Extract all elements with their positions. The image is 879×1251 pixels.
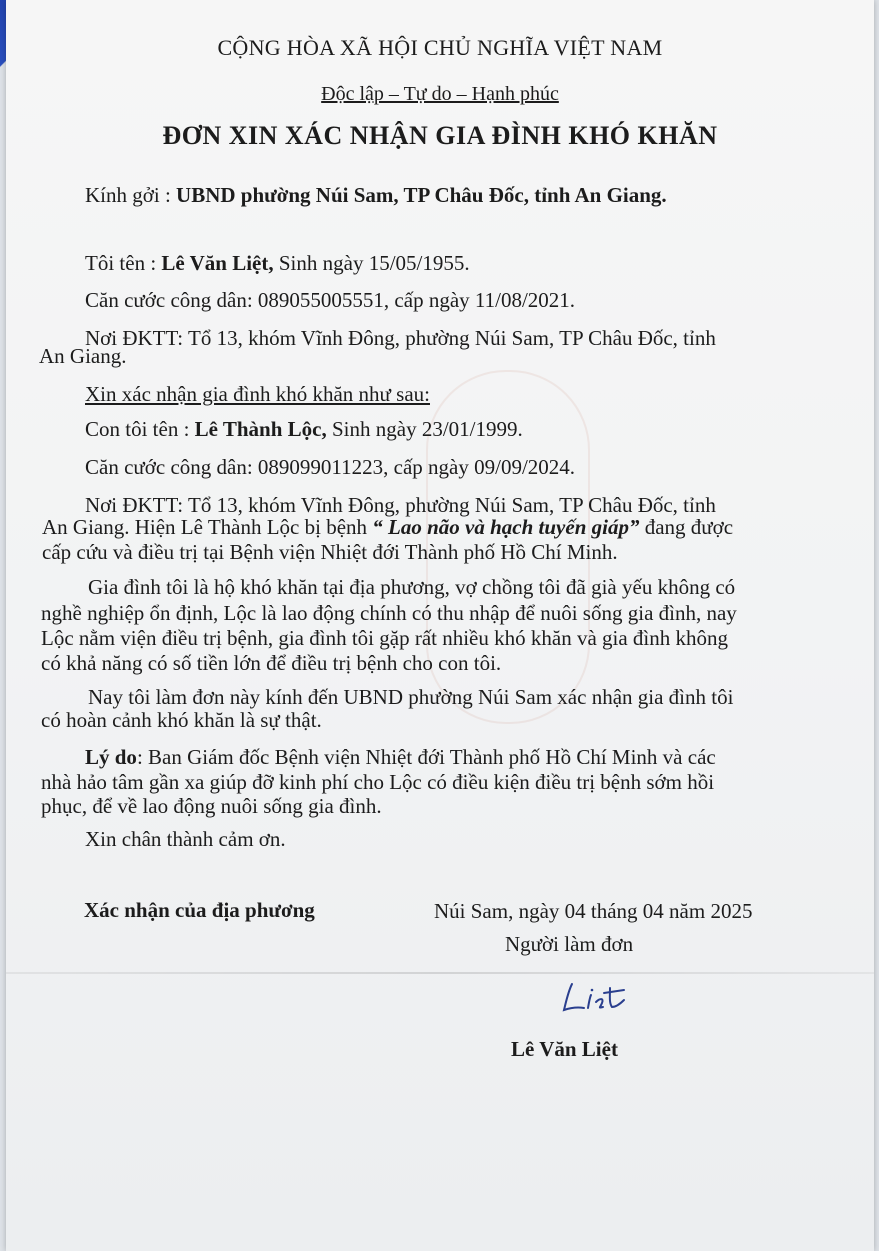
- national-motto: [6, 82, 874, 106]
- signer-name: Lê Văn Liệt: [511, 1037, 618, 1061]
- reason-text-1: : Ban Giám đốc Bệnh viện Nhiệt đới Thành phố Hồ Chí Minh và các: [136, 745, 716, 769]
- recipient-line: [85, 183, 667, 207]
- child-prefix: Con tôi tên :: [85, 417, 195, 441]
- recipient-prefix: Kính gởi :: [85, 183, 177, 207]
- applicant-name: Lê Văn Liệt,: [161, 251, 274, 275]
- child-birth: Sinh ngày 23/01/1999.: [326, 417, 523, 441]
- local-confirmation-label: [84, 898, 315, 922]
- confirm-heading: Xin xác nhận gia đình khó khăn như sau:: [85, 382, 430, 406]
- motto-text: Độc lập – Tự do – Hạnh phúc: [321, 83, 559, 105]
- child-illness-line: [42, 515, 733, 539]
- reason-label: Lý do: [85, 745, 137, 769]
- reason-line-3: phục, để về lao động nuôi sống gia đình.: [41, 794, 382, 818]
- applicant-prefix: Tôi tên :: [85, 251, 162, 275]
- situation-line-1: Gia đình tôi là hộ khó khăn tại địa phương, vợ chồng tôi đã già yếu không có: [88, 575, 736, 599]
- recipient-name: UBND phường Núi Sam, TP Châu Đốc, tỉnh An Giang.: [176, 183, 667, 207]
- applicant-birth: Sinh ngày 15/05/1955.: [273, 251, 470, 275]
- national-title: CỘNG HÒA XÃ HỘI CHỦ NGHĨA VIỆT NAM: [217, 35, 663, 60]
- reason-line-2: nhà hảo tâm gần xa giúp đỡ kinh phí cho Lộc có điều kiện điều trị bệnh sớm hồi: [41, 770, 715, 794]
- illness-suffix: đang được: [639, 515, 734, 539]
- applicant-name-line: [85, 251, 470, 275]
- child-address-line-1: Nơi ĐKTT: Tổ 13, khóm Vĩnh Đông, phường Núi Sam, TP Châu Đốc, tỉnh: [85, 493, 716, 517]
- illness-name: “ Lao não và hạch tuyến giáp”: [372, 515, 640, 539]
- applicant-address-line-1: Nơi ĐKTT: Tổ 13, khóm Vĩnh Đông, phường Núi Sam, TP Châu Đốc, tỉnh: [85, 326, 716, 350]
- applicant-address-line-2: An Giang.: [39, 344, 127, 368]
- applicant-id-line: Căn cước công dân: 089055005551, cấp ngày 11/08/2021.: [85, 288, 576, 312]
- reason-line-1: [85, 745, 716, 769]
- situation-line-4: có khả năng có số tiền lớn để điều trị bệnh cho con tôi.: [41, 651, 502, 675]
- signer-role: Người làm đơn: [505, 932, 634, 956]
- letter-page: [6, 0, 874, 1251]
- child-id-line: Căn cước công dân: 089099011223, cấp ngày 09/09/2024.: [85, 455, 576, 479]
- paper-fold-line: [6, 972, 874, 974]
- thanks-line: Xin chân thành cảm ơn.: [85, 827, 286, 851]
- request-line-1: Nay tôi làm đơn này kính đến UBND phường Núi Sam xác nhận gia đình tôi: [88, 685, 734, 709]
- child-name-line: [85, 417, 523, 441]
- situation-line-2: nghề nghiệp ổn định, Lộc là lao động chính có thu nhập để nuôi sống gia đình, nay: [41, 601, 737, 625]
- illness-prefix: An Giang. Hiện Lê Thành Lộc bị bệnh: [42, 515, 373, 539]
- place-date: Núi Sam, ngày 04 tháng 04 năm 2025: [434, 899, 753, 923]
- document-title: ĐƠN XIN XÁC NHẬN GIA ĐÌNH KHÓ KHĂN: [162, 121, 718, 150]
- handwritten-signature: [558, 978, 632, 1016]
- signer-name-line: [511, 1037, 618, 1061]
- child-name: Lê Thành Lộc,: [194, 417, 327, 441]
- situation-line-3: Lộc nằm viện điều trị bệnh, gia đình tôi gặp rất nhiều khó khăn và gia đình không: [41, 626, 729, 650]
- child-treatment-line: cấp cứu và điều trị tại Bệnh viện Nhiệt đới Thành phố Hồ Chí Minh.: [42, 540, 618, 564]
- request-line-2: có hoàn cảnh khó khăn là sự thật.: [41, 708, 322, 732]
- local-confirmation-text: Xác nhận của địa phương: [84, 898, 315, 922]
